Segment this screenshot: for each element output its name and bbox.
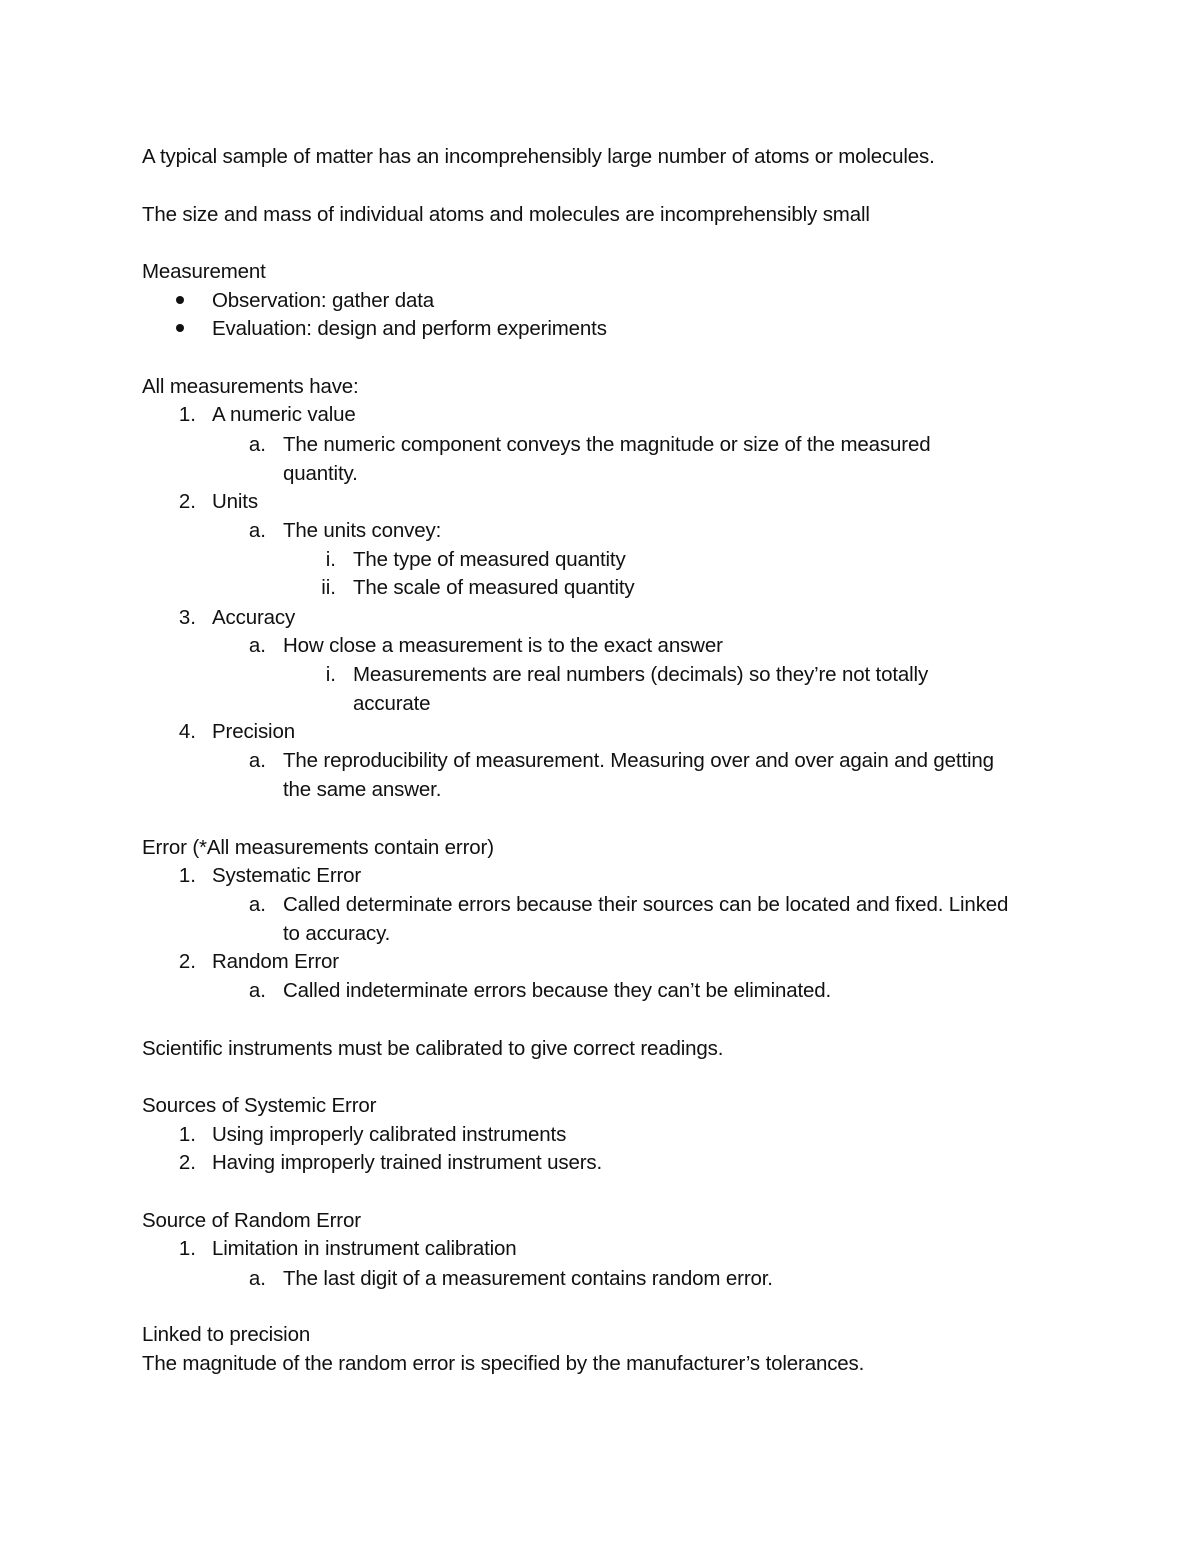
list-item-numeric-value: A numeric value xyxy=(212,403,356,426)
sub-sub-item-line: The type of measured quantity xyxy=(353,548,626,571)
all-measurements-heading: All measurements have: xyxy=(142,375,359,398)
list-marker: a. xyxy=(248,979,266,1002)
tolerance-paragraph: The magnitude of the random error is specified by the manufacturer’s tolerances. xyxy=(142,1352,865,1375)
error-heading: Error (*All measurements contain error) xyxy=(142,836,494,859)
list-item-accuracy: Accuracy xyxy=(212,606,296,629)
list-marker: 2. xyxy=(178,1151,196,1174)
systemic-sources-heading: Sources of Systemic Error xyxy=(142,1094,377,1117)
list-marker: a. xyxy=(248,893,266,916)
list-marker: 1. xyxy=(178,1237,196,1260)
bullet-icon xyxy=(176,296,184,304)
linked-precision-line: Linked to precision xyxy=(142,1323,311,1346)
list-marker: 1. xyxy=(178,403,196,426)
list-marker: a. xyxy=(248,1267,266,1290)
measurement-heading: Measurement xyxy=(142,260,266,283)
sub-item-line: The numeric component conveys the magnitude or size of the measured xyxy=(283,433,931,456)
random-source-heading: Source of Random Error xyxy=(142,1209,361,1232)
list-marker: 1. xyxy=(178,1123,196,1146)
list-marker: i. xyxy=(325,663,336,686)
sub-sub-item-line: accurate xyxy=(353,692,431,715)
sub-item-line: The units convey: xyxy=(283,519,442,542)
sub-item-line: to accuracy. xyxy=(283,922,391,945)
sub-item-line: The last digit of a measurement contains random error. xyxy=(283,1267,773,1290)
list-item-precision: Precision xyxy=(212,720,295,743)
intro-paragraph-2: The size and mass of individual atoms and molecules are incomprehensibly small xyxy=(142,203,870,226)
sub-item-line: Called determinate errors because their sources can be located and fixed. Linked xyxy=(283,893,1009,916)
sub-item-line: How close a measurement is to the exact answer xyxy=(283,634,723,657)
list-item: Using improperly calibrated instruments xyxy=(212,1123,567,1146)
calibration-paragraph: Scientific instruments must be calibrated to give correct readings. xyxy=(142,1037,724,1060)
list-marker: a. xyxy=(248,519,266,542)
list-item: Having improperly trained instrument users. xyxy=(212,1151,603,1174)
list-marker: 2. xyxy=(178,950,196,973)
list-marker: a. xyxy=(248,634,266,657)
list-marker: i. xyxy=(325,548,336,571)
list-marker: 1. xyxy=(178,864,196,887)
list-marker: ii. xyxy=(321,576,336,599)
list-marker: a. xyxy=(248,433,266,456)
intro-paragraph-1: A typical sample of matter has an incomprehensibly large number of atoms or molecules. xyxy=(142,145,935,168)
list-item: Limitation in instrument calibration xyxy=(212,1237,517,1260)
measurement-bullet-2: Evaluation: design and perform experiments xyxy=(212,317,607,340)
measurement-bullet-1: Observation: gather data xyxy=(212,289,435,312)
sub-item-line: quantity. xyxy=(283,462,358,485)
list-item-systematic-error: Systematic Error xyxy=(212,864,362,887)
sub-item-line: The reproducibility of measurement. Measuring over and over again and getting xyxy=(283,749,994,772)
sub-item-line: the same answer. xyxy=(283,778,442,801)
list-marker: 4. xyxy=(178,720,196,743)
sub-sub-item-line: Measurements are real numbers (decimals) so they’re not totally xyxy=(353,663,929,686)
list-item-random-error: Random Error xyxy=(212,950,339,973)
sub-sub-item-line: The scale of measured quantity xyxy=(353,576,635,599)
bullet-icon xyxy=(176,324,184,332)
list-item-units: Units xyxy=(212,490,258,513)
list-marker: a. xyxy=(248,749,266,772)
sub-item-line: Called indeterminate errors because they can’t be eliminated. xyxy=(283,979,832,1002)
list-marker: 3. xyxy=(178,606,196,629)
list-marker: 2. xyxy=(178,490,196,513)
